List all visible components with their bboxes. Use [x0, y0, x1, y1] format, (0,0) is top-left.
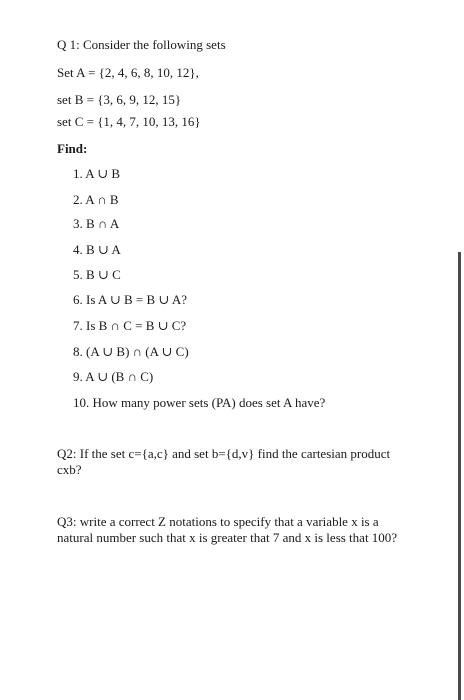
q1-heading: Q 1: Consider the following sets	[57, 37, 226, 52]
set-a-definition: Set A = {2, 4, 6, 8, 10, 12},	[57, 65, 199, 80]
set-b-definition: set B = {3, 6, 9, 12, 15}	[57, 92, 182, 107]
question-item-7: 7. Is B ∩ C = B ∪ C?	[73, 318, 187, 333]
set-c-definition: set C = {1, 4, 7, 10, 13, 16}	[57, 114, 201, 129]
page-edge-bar	[458, 252, 461, 700]
question-item-3: 3. B ∩ A	[73, 216, 120, 231]
question-item-6: 6. Is A ∪ B = B ∪ A?	[73, 292, 187, 307]
q2-text: Q2: If the set c={a,c} and set b={d,v} find the cartesian product cxb?	[57, 446, 391, 477]
find-label: Find:	[57, 141, 88, 156]
question-item-4: 4. B ∪ A	[73, 242, 121, 257]
question-item-10: 10. How many power sets (PA) does set A have?	[73, 395, 326, 410]
question-item-5: 5. B ∪ C	[73, 267, 121, 282]
question-item-8: 8. (A ∪ B) ∩ (A ∪ C)	[73, 344, 189, 359]
question-item-9: 9. A ∪ (B ∩ C)	[73, 369, 154, 384]
question-item-2: 2. A ∩ B	[73, 192, 119, 207]
q3-text: Q3: write a correct Z notations to specify that a variable x is a natural number such that x is greater that 7 and x is less that 100?	[57, 514, 398, 545]
question-item-1: 1. A ∪ B	[73, 166, 121, 181]
